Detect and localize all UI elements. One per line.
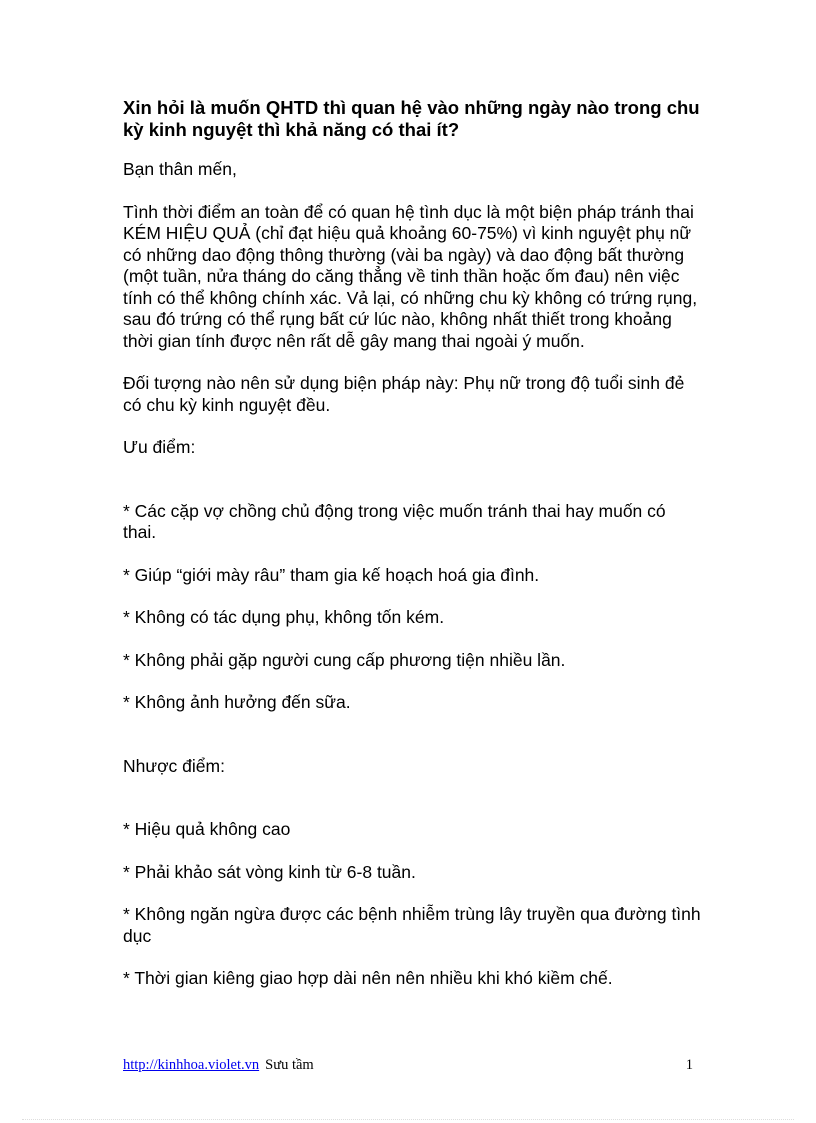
- pros-item: * Giúp “giới mày râu” tham gia kế hoạch hoá gia đình.: [123, 564, 540, 585]
- page-number: 1: [685, 1057, 693, 1073]
- cons-heading: Nhược điểm:: [123, 755, 225, 776]
- cons-item: * Không ngăn ngừa được các bệnh nhiễm trùng lây truyền qua đường tình dục: [123, 904, 701, 946]
- target-paragraph: Đối tượng nào nên sử dụng biện pháp này: Phụ nữ trong độ tuổi sinh đẻ có chu kỳ kinh nguyệt đều.: [123, 373, 685, 415]
- source-link[interactable]: http://kinhhoa.violet.vn: [123, 1057, 260, 1073]
- pros-item: * Không phải gặp người cung cấp phương tiện nhiều lần.: [123, 649, 566, 670]
- pros-item: * Các cặp vợ chồng chủ động trong việc muốn tránh thai hay muốn có thai.: [123, 500, 666, 542]
- pros-heading: Ưu điểm:: [123, 437, 196, 457]
- page-bottom-divider: [22, 1119, 794, 1120]
- intro-paragraph: Tình thời điểm an toàn để có quan hệ tình dục là một biện pháp tránh thai KÉM HIỆU QUẢ (chỉ đạt hiệu quả khoảng 60-75%) vì kinh nguyệt phụ nữ có những dao động thông thường (vài ba ngày) và dao động bất thường (một tuần, nửa tháng do căng thẳng về tinh thần hoặc ốm đau) nên việc tính có thể không chính xác. Vả lại, có những chu kỳ không có trứng rụng, sau đó trứng có thể rụng bất cứ lúc nào, không nhất thiết trong khoảng thời gian tính được nên rất dễ gây mang thai ngoài ý muốn.: [123, 201, 698, 351]
- page-footer: [123, 1057, 693, 1074]
- cons-item: * Hiệu quả không cao: [123, 819, 291, 839]
- cons-item: * Phải khảo sát vòng kinh từ 6-8 tuần.: [123, 861, 416, 882]
- pros-item: * Không có tác dụng phụ, không tốn kém.: [123, 607, 445, 627]
- source-suffix: Sưu tầm: [265, 1057, 314, 1073]
- question-title: Xin hỏi là muốn QHTD thì quan hệ vào những ngày nào trong chu kỳ kinh nguyệt thì khả năng có thai ít?: [123, 97, 700, 140]
- pros-item: * Không ảnh hưởng đến sữa.: [123, 692, 351, 712]
- document-body: [123, 97, 703, 990]
- cons-item: * Thời gian kiêng giao hợp dài nên nên nhiều khi khó kiềm chế.: [123, 968, 613, 988]
- greeting: Bạn thân mến,: [123, 159, 237, 179]
